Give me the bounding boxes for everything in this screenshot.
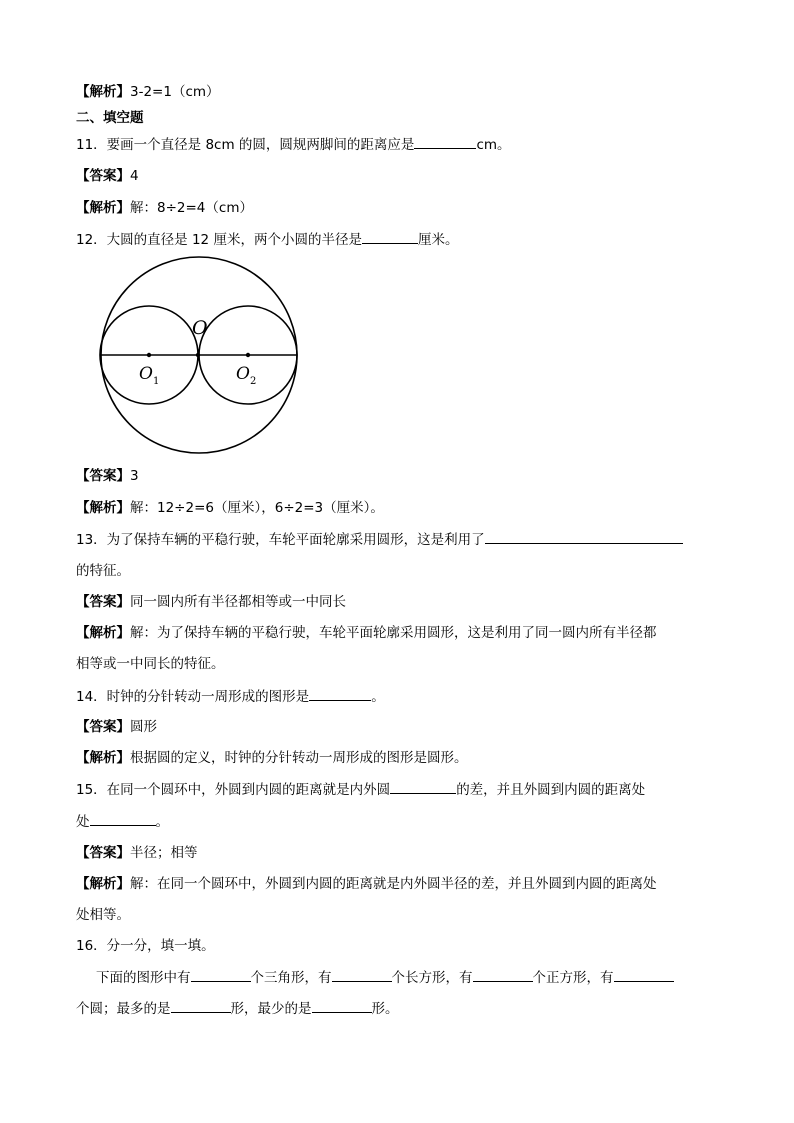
q15-end: 。 <box>155 814 169 830</box>
q15-analysis-line2: 处相等。 <box>76 907 130 923</box>
left-center-dot <box>147 353 151 357</box>
q16-blank-triangles[interactable] <box>191 967 251 982</box>
question-13-line2: 的特征。 <box>76 563 130 579</box>
q11-answer <box>76 166 139 186</box>
q15-text-line2: 处 <box>76 814 90 830</box>
q12-unit: 厘米。 <box>417 232 459 248</box>
q11-analysis <box>76 198 253 218</box>
right-center-dot <box>246 353 250 357</box>
q14-text: 14．时钟的分针转动一周形成的图形是 <box>76 689 310 705</box>
left-center-subscript: 1 <box>153 376 160 387</box>
q15-analysis <box>76 874 657 894</box>
analysis-text: 3-2=1（cm） <box>130 84 220 100</box>
q15-text: 15．在同一个圆环中，外圆到内圆的距离就是内外圆 <box>76 782 391 798</box>
circles-figure <box>96 254 306 456</box>
analysis-text: 解：在同一个圆环中，外圆到内圆的距离就是内外圆半径的差，并且外圆到内圆的距离处 <box>130 876 657 892</box>
q14-answer <box>76 717 157 737</box>
q13-analysis <box>76 623 657 643</box>
question-15-line2 <box>76 811 169 832</box>
center-dot <box>196 353 200 357</box>
q14-end: 。 <box>371 689 385 705</box>
analysis-tag: 【解析】 <box>76 500 130 516</box>
question-16-title: 16．分一分，填一填。 <box>76 938 215 954</box>
prev-analysis <box>76 82 220 102</box>
question-14 <box>76 686 385 707</box>
q16-blank-rectangles[interactable] <box>332 967 392 982</box>
question-16-line2 <box>76 998 399 1019</box>
answer-text: 4 <box>130 168 139 184</box>
question-11 <box>76 134 511 155</box>
q11-text: 11．要画一个直径是 8cm 的圆，圆规两脚间的距离应是 <box>76 137 415 153</box>
q12-answer <box>76 466 139 486</box>
answer-tag: 【答案】 <box>76 845 130 861</box>
q16-text-4: 个正方形，有 <box>532 970 614 986</box>
question-15 <box>76 779 645 800</box>
q13-analysis-line2: 相等或一中同长的特征。 <box>76 656 225 672</box>
q15-blank-2[interactable] <box>90 811 156 826</box>
q12-analysis <box>76 498 384 518</box>
q16-text-6: 形，最少的是 <box>230 1001 312 1017</box>
q15-text-mid: 的差，并且外圆到内圆的距离处 <box>456 782 646 798</box>
section-title: 二、填空题 <box>76 110 144 126</box>
q14-analysis <box>76 748 468 768</box>
q16-text-1: 下面的图形中有 <box>96 970 191 986</box>
q15-blank-1[interactable] <box>390 779 456 794</box>
question-16-line1 <box>96 967 674 988</box>
q16-blank-most[interactable] <box>171 998 231 1013</box>
q16-text-3: 个长方形，有 <box>391 970 473 986</box>
q11-blank[interactable] <box>414 134 476 149</box>
q16-blank-circles[interactable] <box>614 967 674 982</box>
q15-answer <box>76 843 198 863</box>
answer-text: 圆形 <box>130 719 157 735</box>
answer-tag: 【答案】 <box>76 594 130 610</box>
right-center-subscript: 2 <box>250 376 257 387</box>
answer-tag: 【答案】 <box>76 719 130 735</box>
answer-text: 同一圆内所有半径都相等或一中同长 <box>130 594 346 610</box>
answer-tag: 【答案】 <box>76 468 130 484</box>
center-label: O <box>192 317 208 339</box>
analysis-text: 解：为了保持车辆的平稳行驶，车轮平面轮廓采用圆形，这是利用了同一圆内所有半径都 <box>130 625 657 641</box>
q16-text-7: 形。 <box>371 1001 399 1017</box>
analysis-text: 解：12÷2=6（厘米），6÷2=3（厘米）。 <box>130 500 384 516</box>
q12-blank[interactable] <box>362 229 418 244</box>
q16-blank-squares[interactable] <box>473 967 533 982</box>
analysis-tag: 【解析】 <box>76 200 130 216</box>
q16-text-5: 个圆；最多的是 <box>76 1001 171 1017</box>
q16-text-2: 个三角形，有 <box>250 970 332 986</box>
question-12 <box>76 229 458 250</box>
analysis-tag: 【解析】 <box>76 750 130 766</box>
left-center-label: O <box>139 364 153 384</box>
q12-text: 12．大圆的直径是 12 厘米，两个小圆的半径是 <box>76 232 362 248</box>
answer-text: 3 <box>130 468 139 484</box>
analysis-tag: 【解析】 <box>76 625 130 641</box>
q14-blank[interactable] <box>309 686 371 701</box>
q13-text: 13．为了保持车辆的平稳行驶，车轮平面轮廓采用圆形，这是利用了 <box>76 532 485 548</box>
analysis-tag: 【解析】 <box>76 84 130 100</box>
right-center-label: O <box>236 364 250 384</box>
analysis-text: 解：8÷2=4（cm） <box>130 200 253 216</box>
q16-blank-least[interactable] <box>312 998 372 1013</box>
question-13 <box>76 529 683 550</box>
answer-text: 半径；相等 <box>130 845 198 861</box>
answer-tag: 【答案】 <box>76 168 130 184</box>
analysis-tag: 【解析】 <box>76 876 130 892</box>
q11-unit: cm。 <box>476 137 511 153</box>
q13-answer <box>76 592 346 612</box>
analysis-text: 根据圆的定义，时钟的分针转动一周形成的图形是圆形。 <box>130 750 468 766</box>
q13-blank[interactable] <box>485 529 683 544</box>
